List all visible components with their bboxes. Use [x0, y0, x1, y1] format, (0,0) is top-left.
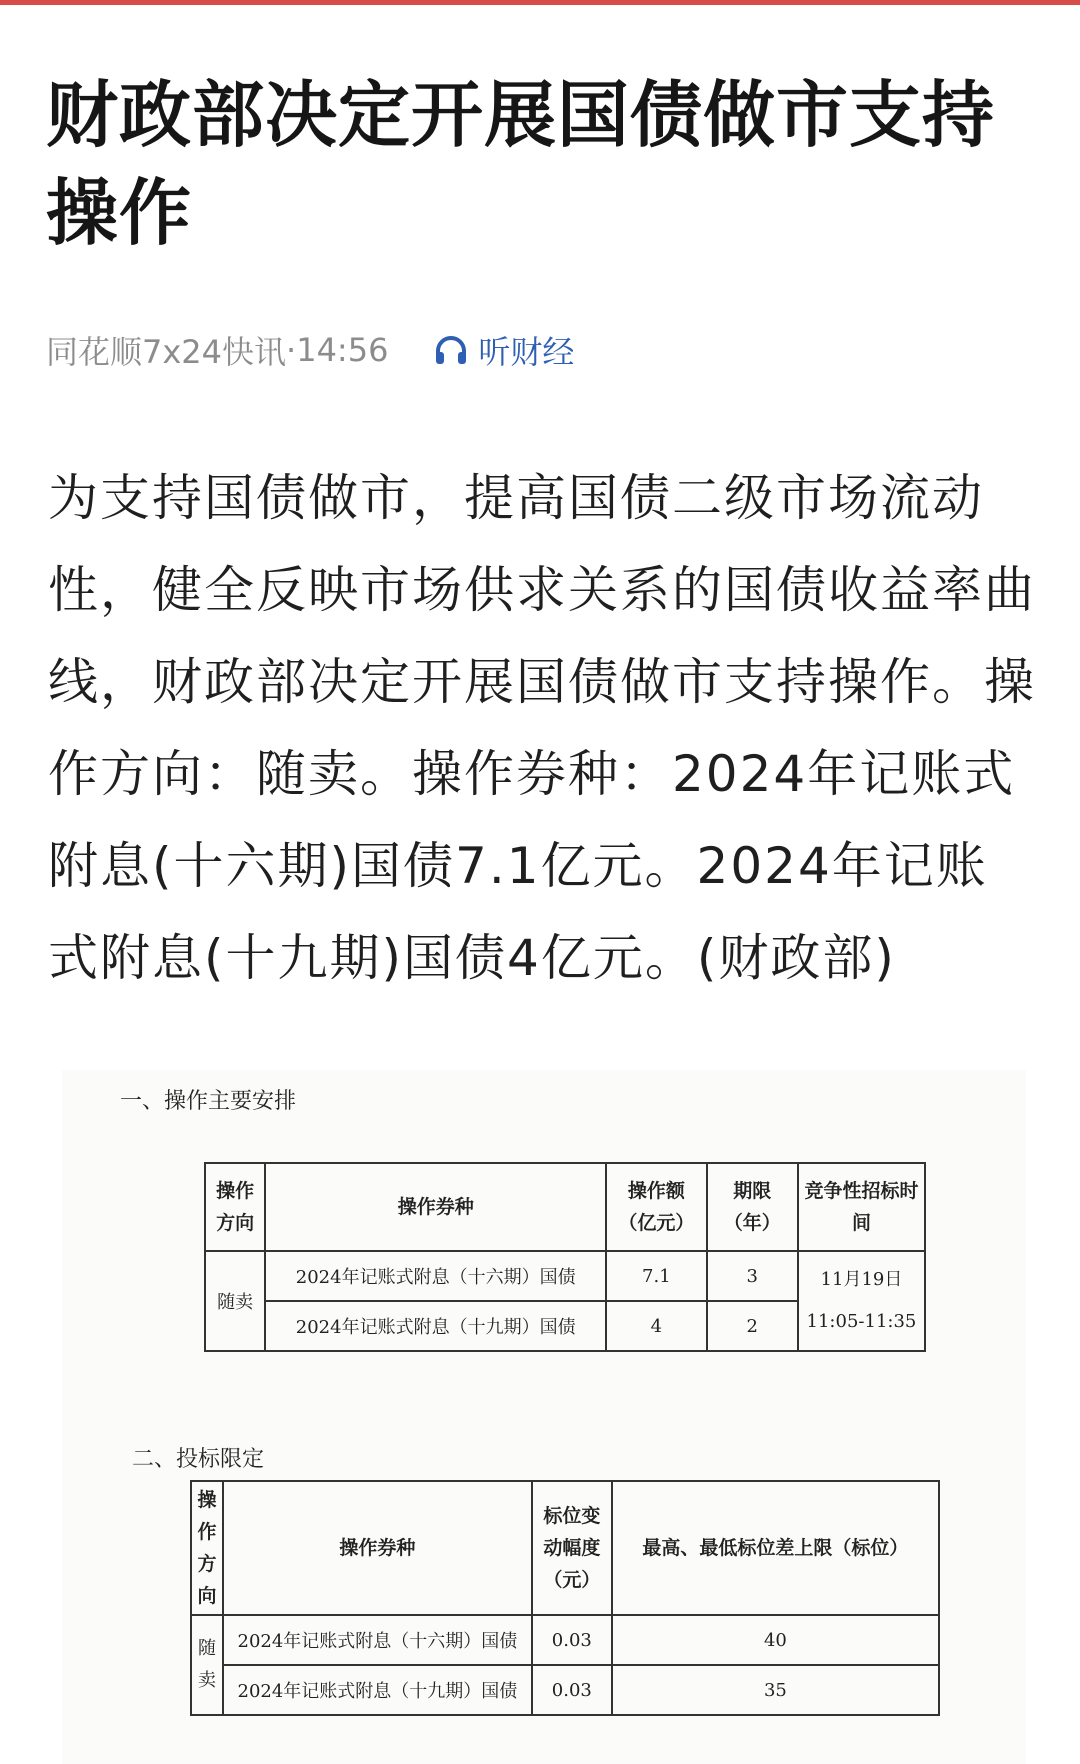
article-body: 为支持国债做市，提高国债二级市场流动性，健全反映市场供求关系的国债收益率曲线，财政部决定开展国债做市支持操作。操作方向：随卖。操作券种：2024年记账式附息(十六期)国债7.1亿元。2024年记账式附息(十九期)国债4亿元。(财政部) — [48, 469, 1036, 987]
article-meta — [46, 322, 574, 378]
article-source: 同花顺7x24快讯 — [46, 333, 287, 371]
header-amount: 操作额（亿元） — [606, 1163, 706, 1251]
article-time: 14:56 — [296, 331, 389, 369]
term-cell: 3 — [707, 1251, 798, 1301]
auction-time-cell — [798, 1251, 925, 1351]
direction-cell: 随卖 — [205, 1251, 265, 1351]
bidding-limit-table — [190, 1480, 940, 1716]
section2-title: 二、投标限定 — [132, 1447, 265, 1472]
tick-cell: 0.03 — [532, 1665, 612, 1715]
headphones-icon — [434, 335, 468, 365]
direction-cell: 随卖 — [191, 1615, 223, 1715]
header-tick: 标位变动幅度（元） — [532, 1481, 612, 1615]
amount-cell: 7.1 — [606, 1251, 706, 1301]
auction-date: 11月19日 — [820, 1269, 903, 1290]
tick-cell: 0.03 — [532, 1615, 612, 1665]
listen-button[interactable] — [434, 327, 574, 373]
header-auction-time: 竞争性招标时间 — [798, 1163, 925, 1251]
header-direction: 操作方向 — [205, 1163, 265, 1251]
spread-cell: 35 — [612, 1665, 939, 1715]
header-direction: 操作方向 — [191, 1481, 223, 1615]
amount-cell: 4 — [606, 1301, 706, 1351]
document-image — [62, 1070, 1026, 1764]
header-bond: 操作券种 — [223, 1481, 532, 1615]
listen-label: 听财经 — [478, 333, 575, 371]
header-bond: 操作券种 — [265, 1163, 606, 1251]
spread-cell: 40 — [612, 1615, 939, 1665]
bond-cell: 2024年记账式附息（十九期）国债 — [223, 1665, 532, 1715]
meta-separator: · — [286, 331, 297, 369]
operation-table — [204, 1162, 926, 1352]
term-cell: 2 — [707, 1301, 798, 1351]
bond-cell: 2024年记账式附息（十六期）国债 — [223, 1615, 532, 1665]
header-term: 期限（年） — [707, 1163, 798, 1251]
section1-title: 一、操作主要安排 — [120, 1089, 297, 1114]
auction-window: 11:05-11:35 — [806, 1311, 917, 1332]
header-spread: 最高、最低标位差上限（标位） — [612, 1481, 939, 1615]
top-accent-bar — [0, 0, 1080, 5]
article-title: 财政部决定开展国债做市支持操作 — [46, 73, 996, 255]
bond-cell: 2024年记账式附息（十六期）国债 — [265, 1251, 606, 1301]
bond-cell: 2024年记账式附息（十九期）国债 — [265, 1301, 606, 1351]
